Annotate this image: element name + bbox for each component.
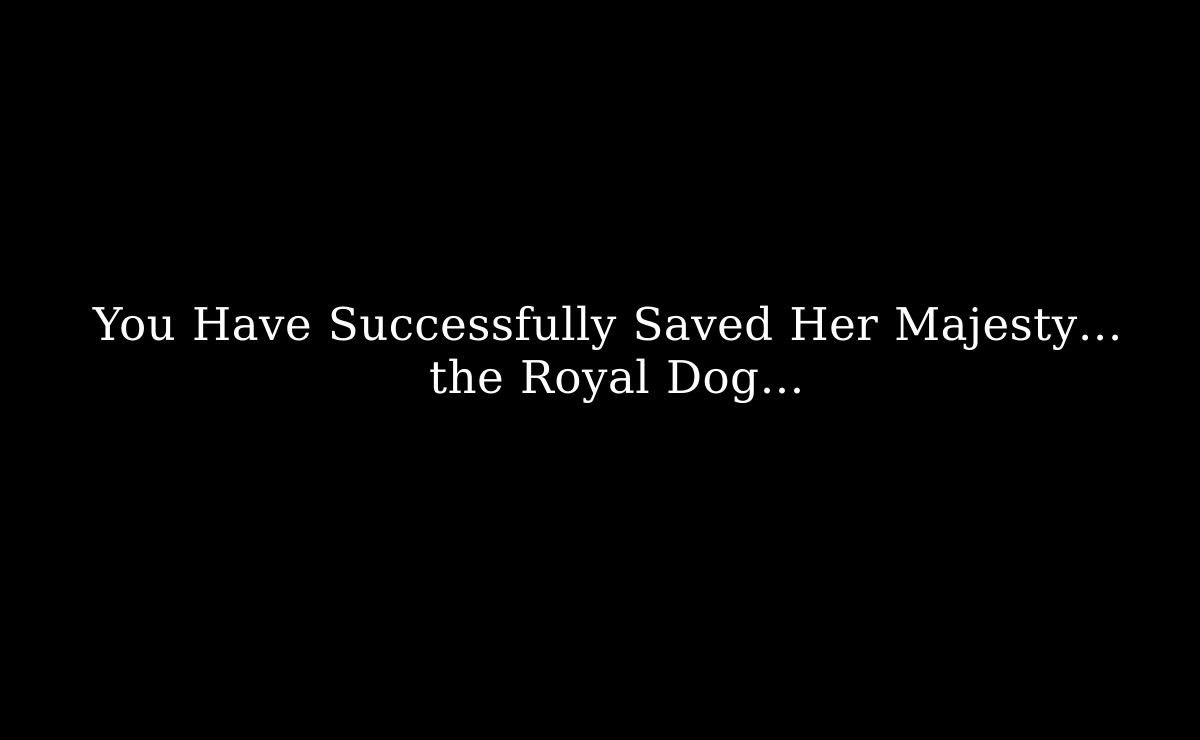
message-line-1: You Have Successfully Saved Her Majesty…	[92, 298, 1124, 351]
message-line-2: the Royal Dog…	[429, 351, 805, 404]
story-message	[0, 298, 1200, 404]
